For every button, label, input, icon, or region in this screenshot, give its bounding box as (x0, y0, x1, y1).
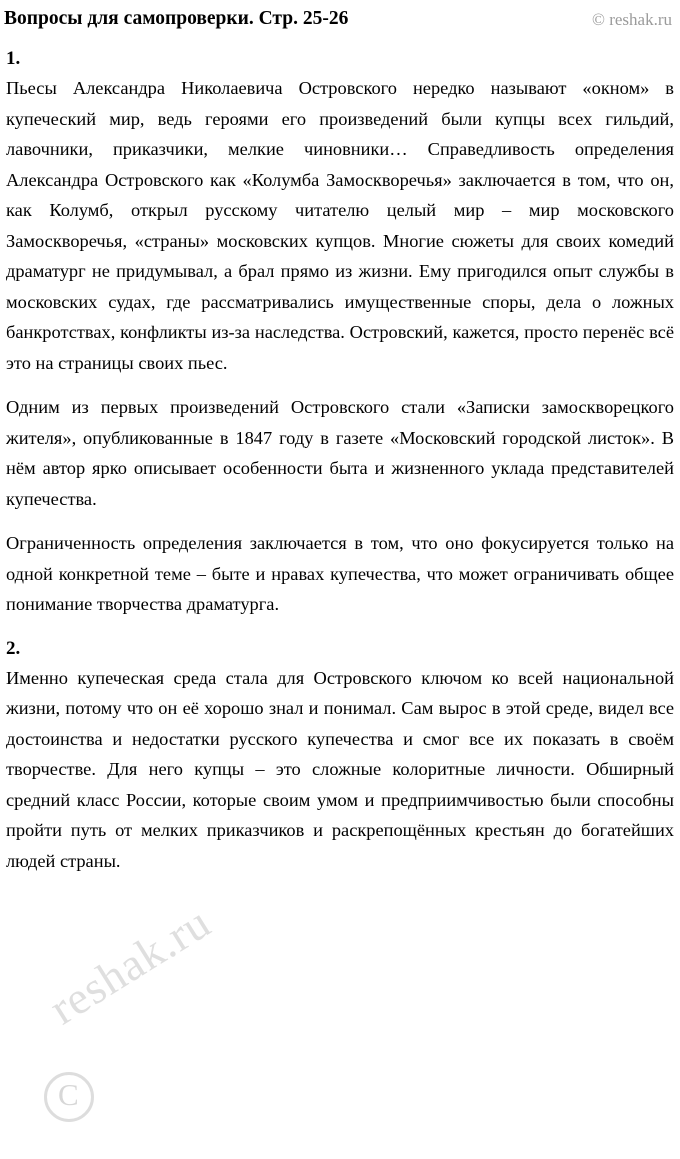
diagonal-watermark: reshak.ru (40, 896, 220, 1035)
document-body (4, 47, 676, 876)
answer-paragraph: Пьесы Александра Николаевича Островского нередко называют «окном» в купеческий мир, ведь героями его произведений были купцы всех гильдий, лавочники, приказчики, мелкие чиновники… Справедливость определения Александра Островского как «Колумба Замоскворечья» заключается в том, что он, как Колумб, открыл русскому читателю целый мир – мир московского Замоскворечья, «страны» московских купцов. Многие сюжеты для своих комедий драматург не придумывал, а брал прямо из жизни. Ему пригодился опыт службы в московских судах, где рассматривались имущественные споры, дела о ложных банкротствах, конфликты из-за наследства. Островский, кажется, просто перенёс всё это на страницы своих пьес. (6, 78, 674, 373)
answer-paragraph: Ограниченность определения заключается в том, что оно фокусируется только на одной конкретной теме – быте и нравах купечества, что может ограничивать общее понимание творчества драматурга. (6, 533, 674, 614)
question-number-2: 2. (6, 637, 21, 659)
page-title: Вопросы для самопроверки. Стр. 25-26 (4, 8, 349, 29)
answer-paragraph: Именно купеческая среда стала для Островского ключом ко всей национальной жизни, потому что он её хорошо знал и понимал. Сам вырос в этой среде, видел все достоинства и недостатки русского купечества и смог все их показать в своём творчестве. Для него купцы – это сложные колоритные личности. Обширный средний класс России, которые своим умом и предприимчивостью были способны пройти путь от мелких приказчиков и раскрепощённых крестьян до богатейших людей страны. (6, 667, 674, 871)
site-watermark: © reshak.ru (592, 10, 672, 29)
copyright-circle-watermark (44, 1072, 94, 1122)
document-header (4, 8, 676, 30)
question-number-1: 1. (6, 48, 21, 69)
answer-paragraph: Одним из первых произведений Островского стали «Записки замоскворецкого жителя», опубликованные в 1847 году в газете «Московский городской листок». В нём автор ярко описывает особенности быта и жизненного уклада представителей купечества. (6, 397, 674, 509)
